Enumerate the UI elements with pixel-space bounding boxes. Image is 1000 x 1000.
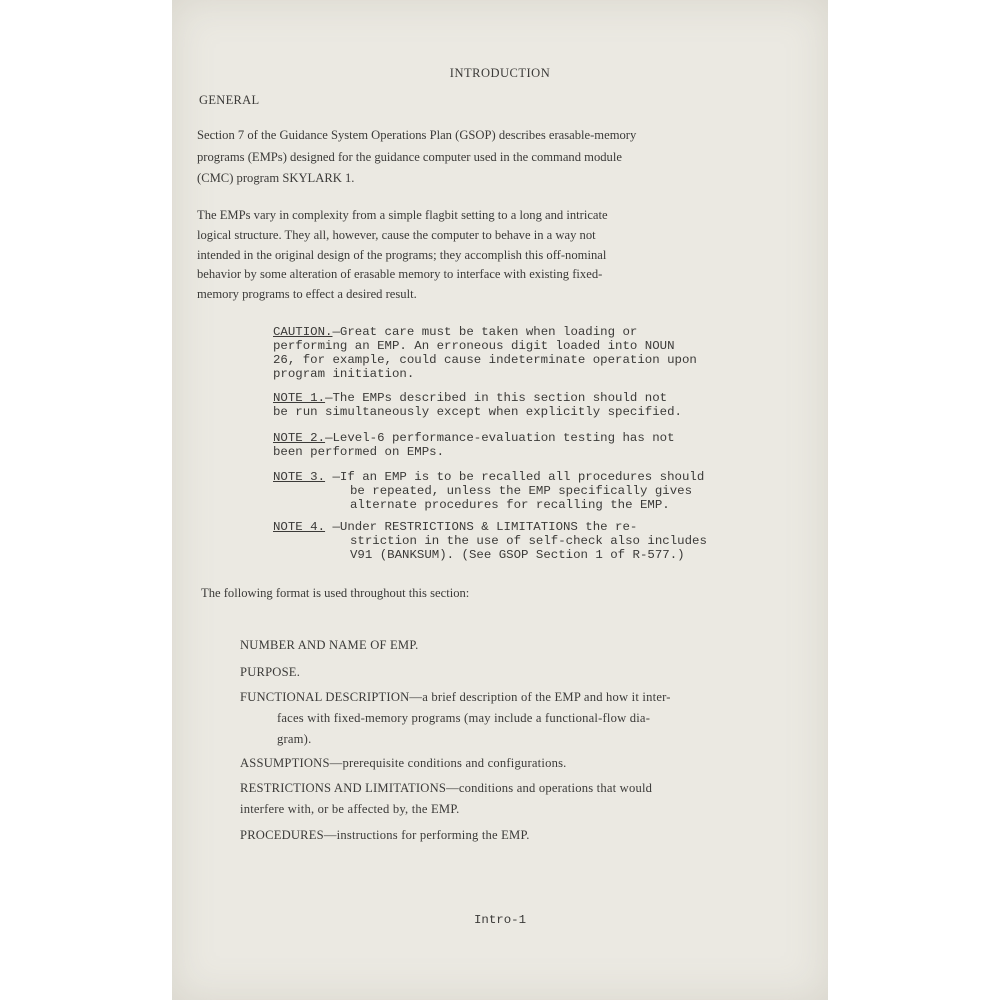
paragraph-line: intended in the original design of the programs; they accomplish this off-nominal [197,248,607,262]
format-intro: The following format is used throughout this section: [201,586,470,600]
paragraph-line: The EMPs vary in complexity from a simple flagbit setting to a long and intricate [197,208,608,222]
caution-line: CAUTION.—Great care must be taken when loading or [273,325,638,339]
paragraph-line: Section 7 of the Guidance System Operations Plan (GSOP) describes erasable-memory [197,128,637,142]
document-page [172,0,828,1000]
note-line: be run simultaneously except when explicitly specified. [273,405,682,419]
note-label: NOTE 2. [273,431,326,445]
note-line: NOTE 4. —Under RESTRICTIONS & LIMITATIONS the re- [273,520,638,534]
paragraph-line: behavior by some alteration of erasable memory to interface with existing fixed- [197,267,603,281]
note-line: NOTE 2.—Level-6 performance-evaluation testing has not [273,431,675,445]
note-line: striction in the use of self-check also includes [350,534,707,548]
format-item-restrictions-cont: interfere with, or be affected by, the EMP. [240,802,460,816]
paragraph-line: programs (EMPs) designed for the guidance computer used in the command module [197,150,622,164]
format-item-purpose: PURPOSE. [240,665,301,679]
caution-line: 26, for example, could cause indeterminate operation upon [273,353,697,367]
note-line: NOTE 3. —If an EMP is to be recalled all procedures should [273,470,705,484]
caution-line: performing an EMP. An erroneous digit loaded into NOUN [273,339,675,353]
caution-line: program initiation. [273,367,415,381]
paragraph-line: memory programs to effect a desired result. [197,287,417,301]
note-label: NOTE 1. [273,391,326,405]
format-item-assumptions: ASSUMPTIONS—prerequisite conditions and configurations. [240,756,567,770]
format-item-restrictions: RESTRICTIONS AND LIMITATIONS—conditions and operations that would [240,781,653,795]
format-item-procedures: PROCEDURES—instructions for performing the EMP. [240,828,530,842]
paragraph-line: logical structure. They all, however, cause the computer to behave in a way not [197,228,596,242]
note-line: NOTE 1.—The EMPs described in this section should not [273,391,668,405]
note-label: NOTE 3. [273,470,326,484]
note-line: V91 (BANKSUM). (See GSOP Section 1 of R-577.) [350,548,685,562]
note-line: alternate procedures for recalling the EMP. [350,498,670,512]
caution-label: CAUTION. [273,325,333,339]
format-item-functional-cont: faces with fixed-memory programs (may include a functional-flow dia- [277,711,651,725]
note-line: been performed on EMPs. [273,445,445,459]
format-item-number-name: NUMBER AND NAME OF EMP. [240,638,419,652]
note-label: NOTE 4. [273,520,326,534]
format-item-functional: FUNCTIONAL DESCRIPTION—a brief description of the EMP and how it inter- [240,690,671,704]
page-number: Intro-1 [473,913,527,927]
page-title: INTRODUCTION [449,66,551,80]
note-line: be repeated, unless the EMP specifically gives [350,484,693,498]
section-heading: GENERAL [199,93,260,107]
paragraph-line: (CMC) program SKYLARK 1. [197,171,355,185]
format-item-functional-cont: gram). [277,732,312,746]
